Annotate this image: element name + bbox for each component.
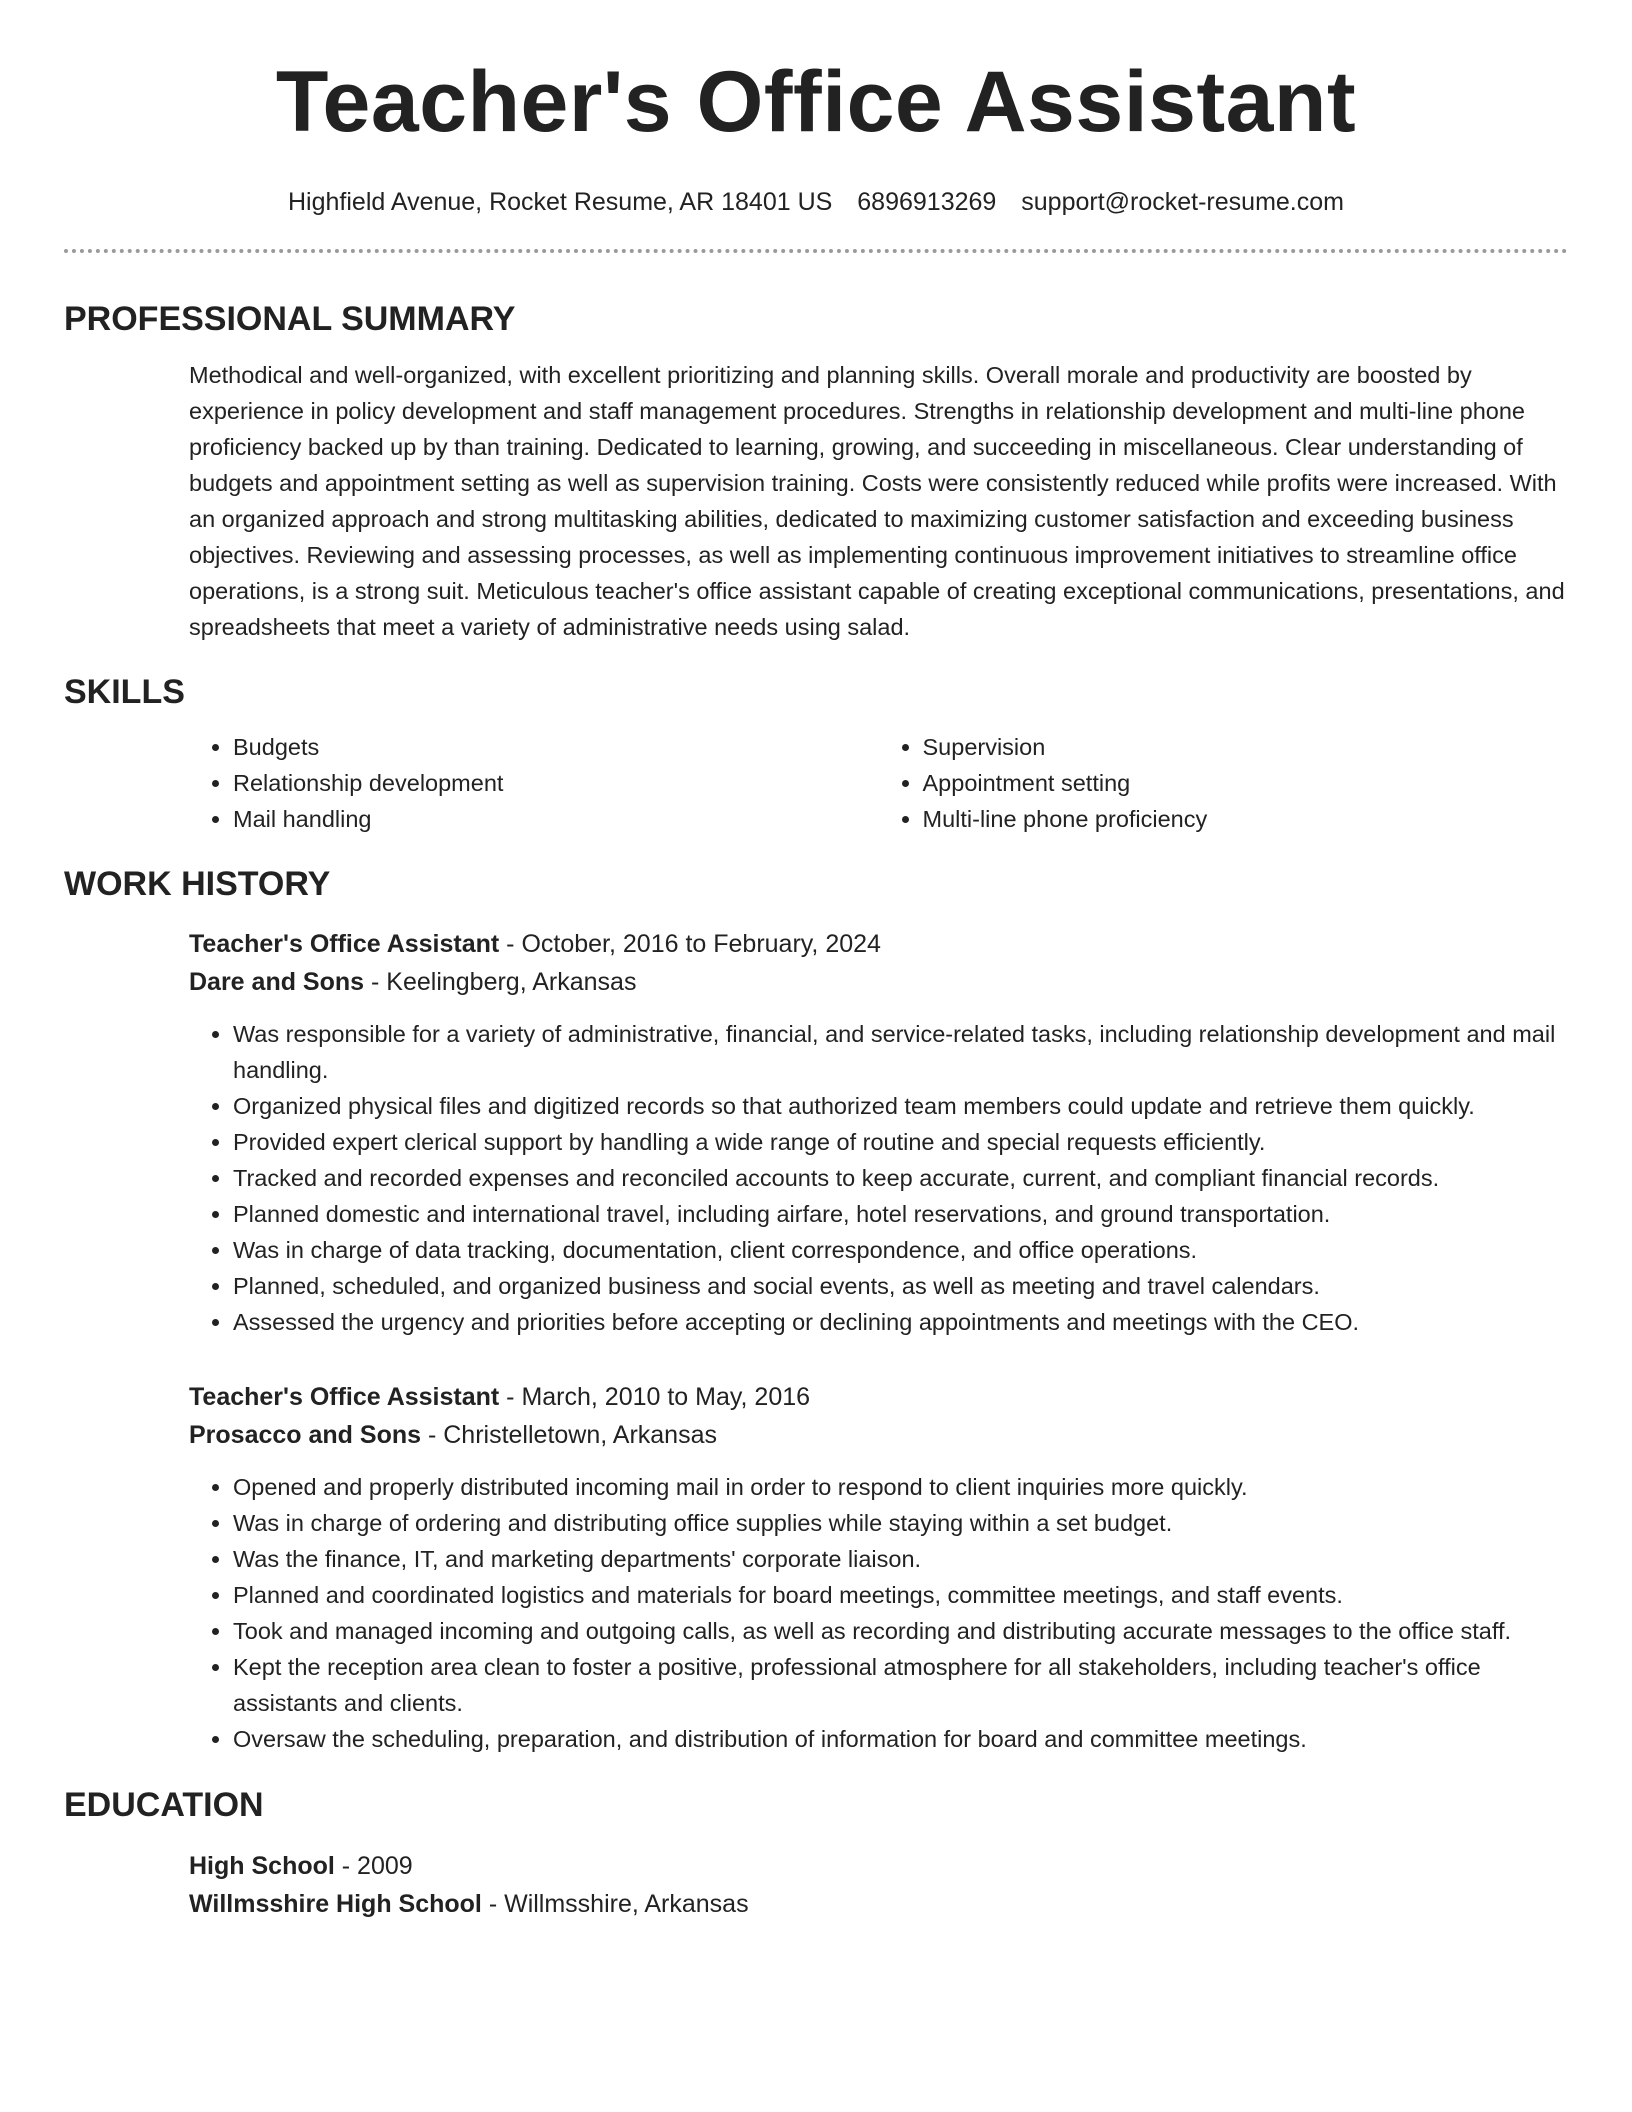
job-duties-list	[189, 1016, 1568, 1340]
skills-column-right	[879, 729, 1569, 837]
skills-heading: SKILLS	[64, 673, 185, 711]
education-heading: EDUCATION	[64, 1786, 264, 1824]
work-history-heading: WORK HISTORY	[64, 865, 331, 903]
job-duty: • Assessed the urgency and priorities before accepting or declining appointments and meetings with the CEO.	[233, 1304, 1568, 1340]
job-duty: • Planned domestic and international travel, including airfare, hotel reservations, and ground transportation.	[233, 1196, 1568, 1232]
education-school-line	[189, 1885, 1568, 1923]
education-school: Willmsshire High School	[189, 1890, 482, 1918]
contact-email: support@rocket-resume.com	[1021, 188, 1344, 216]
job-location: - Christelletown, Arkansas	[421, 1421, 717, 1449]
job-duty: • Was the finance, IT, and marketing departments' corporate liaison.	[233, 1541, 1568, 1577]
work-history-section	[64, 925, 1568, 1757]
job-entry	[189, 1378, 1568, 1757]
education-location: - Willmsshire, Arkansas	[481, 1890, 749, 1918]
job-dates: - October, 2016 to February, 2024	[499, 930, 881, 958]
job-duties-list	[189, 1469, 1568, 1757]
header-divider	[64, 249, 1568, 253]
job-duty: • Was responsible for a variety of administrative, financial, and service-related tasks, including relationship development and mail handling.	[233, 1016, 1568, 1088]
skill-item: • Relationship development	[233, 765, 879, 801]
job-entry	[189, 925, 1568, 1340]
contact-line	[64, 186, 1568, 218]
job-role: Teacher's Office Assistant	[189, 1383, 500, 1411]
job-duty: • Tracked and recorded expenses and reconciled accounts to keep accurate, current, and compliant financial records.	[233, 1160, 1568, 1196]
education-degree-line	[189, 1847, 1568, 1885]
skill-item: • Appointment setting	[923, 765, 1569, 801]
contact-address: Highfield Avenue, Rocket Resume, AR 18401 US	[288, 188, 833, 216]
job-company: Dare and Sons	[189, 968, 365, 996]
job-duty: • Was in charge of data tracking, documentation, client correspondence, and office operations.	[233, 1232, 1568, 1268]
job-dates: - March, 2010 to May, 2016	[499, 1383, 811, 1411]
skill-item: • Budgets	[233, 729, 879, 765]
job-company-line	[189, 1416, 1568, 1454]
skill-item: • Supervision	[923, 729, 1569, 765]
skills-grid	[189, 729, 1568, 837]
job-title-line	[189, 1378, 1568, 1416]
summary-heading: PROFESSIONAL SUMMARY	[64, 300, 516, 338]
skill-item: • Multi-line phone proficiency	[923, 801, 1569, 837]
job-company: Prosacco and Sons	[189, 1421, 422, 1449]
skills-section	[64, 729, 1568, 837]
job-duty: • Opened and properly distributed incoming mail in order to respond to client inquiries more quickly.	[233, 1469, 1568, 1505]
job-duty: • Oversaw the scheduling, preparation, and distribution of information for board and committee meetings.	[233, 1721, 1568, 1757]
job-duty: • Provided expert clerical support by handling a wide range of routine and special requests efficiently.	[233, 1124, 1568, 1160]
job-duty: • Planned and coordinated logistics and materials for board meetings, committee meetings, and staff events.	[233, 1577, 1568, 1613]
education-entry	[189, 1847, 1568, 1923]
education-year: - 2009	[334, 1852, 413, 1880]
education-degree: High School	[189, 1852, 335, 1880]
job-duty: • Was in charge of ordering and distributing office supplies while staying within a set budget.	[233, 1505, 1568, 1541]
job-location: - Keelingberg, Arkansas	[364, 968, 637, 996]
skill-item: • Mail handling	[233, 801, 879, 837]
job-duty: • Planned, scheduled, and organized business and social events, as well as meeting and travel calendars.	[233, 1268, 1568, 1304]
summary-section	[64, 357, 1568, 645]
contact-phone: 6896913269	[857, 188, 997, 216]
job-role: Teacher's Office Assistant	[189, 930, 500, 958]
job-title-line	[189, 925, 1568, 963]
skills-column-left	[189, 729, 879, 837]
education-section	[64, 1847, 1568, 1923]
summary-text: Methodical and well-organized, with excellent prioritizing and planning skills. Overall morale and productivity are boosted by experience in policy development and staff management procedures. Strengths in relationship development and multi-line phone proficiency backed up by than training. Dedicated to learning, growing, and succeeding in miscellaneous. Clear understanding of budgets and appointment setting as well as supervision training. Costs were consistently reduced while profits were increased. With an organized approach and strong multitasking abilities, dedicated to maximizing customer satisfaction and exceeding business objectives. Reviewing and assessing processes, as well as implementing continuous improvement initiatives to streamline office operations, is a strong suit. Meticulous teacher's office assistant capable of creating exceptional communications, presentations, and spreadsheets that meet a variety of administrative needs using salad.	[189, 362, 1565, 640]
job-duty: • Organized physical files and digitized records so that authorized team members could update and retrieve them quickly.	[233, 1088, 1568, 1124]
resume-name: Teacher's Office Assistant	[275, 54, 1357, 150]
job-duty: • Took and managed incoming and outgoing calls, as well as recording and distributing accurate messages to the office staff.	[233, 1613, 1568, 1649]
job-company-line	[189, 963, 1568, 1001]
job-duty: • Kept the reception area clean to foster a positive, professional atmosphere for all stakeholders, including teacher's office assistants and clients.	[233, 1649, 1568, 1721]
